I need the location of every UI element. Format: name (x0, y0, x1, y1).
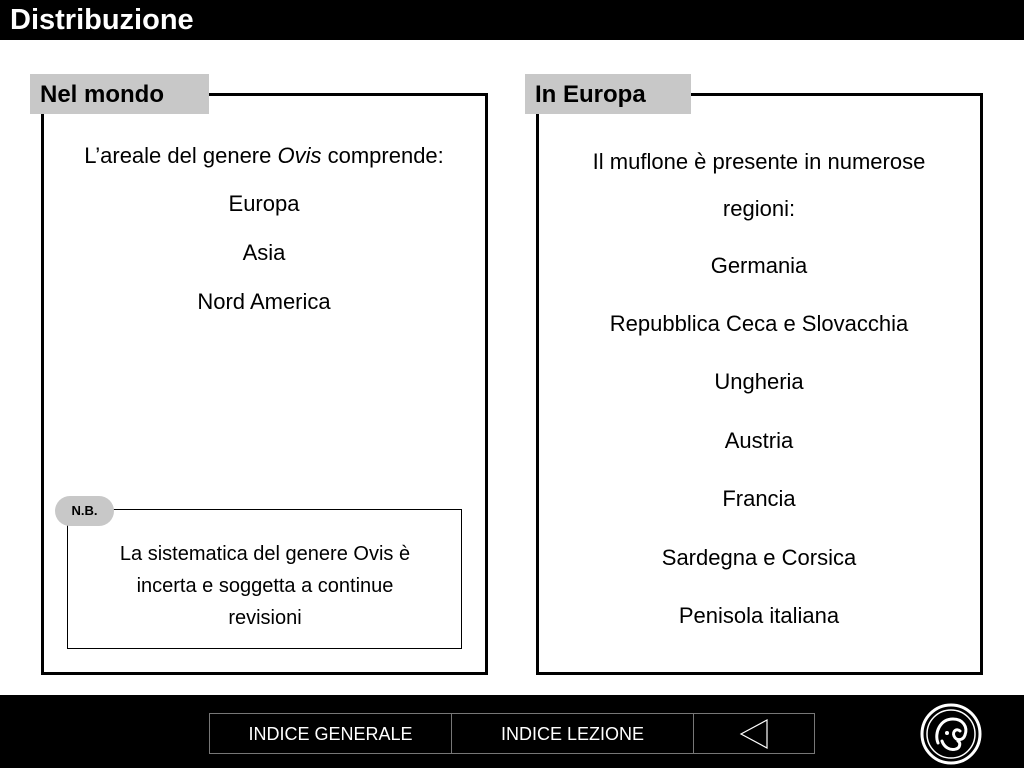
europe-item: Repubblica Ceca e Slovacchia (609, 311, 909, 336)
europe-item: Penisola italiana (678, 603, 840, 628)
world-intro-italic: Ovis (277, 143, 322, 168)
world-item-europa: Europa (228, 191, 300, 216)
world-intro-suffix: comprende: (321, 143, 444, 168)
back-button[interactable] (693, 713, 815, 754)
tab-europe: In Europa (525, 74, 691, 114)
europe-item: Sardegna e Corsica (661, 545, 857, 570)
europe-item: Ungheria (714, 369, 804, 394)
note-line: La sistematica del genere Ovis è (119, 543, 411, 565)
europe-item: Francia (722, 486, 796, 511)
page-title: Distribuzione (10, 4, 194, 36)
ram-logo-icon[interactable] (920, 703, 982, 765)
tab-world: Nel mondo (30, 74, 209, 114)
europe-intro-line: Il muflone è presente in numerose (592, 149, 926, 174)
europe-item: Austria (724, 428, 794, 453)
world-item-asia: Asia (242, 240, 286, 265)
note-line: incerta e soggetta a continue (136, 575, 394, 597)
europe-intro-line: regioni: (722, 196, 796, 221)
title-bar (0, 0, 1024, 40)
world-intro (44, 142, 484, 170)
triangle-left-icon (739, 718, 771, 750)
note-text (80, 538, 450, 634)
nav-lesson-index-button[interactable]: INDICE LEZIONE (451, 713, 694, 754)
world-item-nord-america: Nord America (197, 289, 331, 314)
world-intro-prefix: L’areale del genere (84, 143, 278, 168)
note-badge: N.B. (55, 496, 114, 526)
nav-general-index-button[interactable]: INDICE GENERALE (209, 713, 452, 754)
note-line: revisioni (228, 607, 302, 629)
europe-item: Germania (710, 253, 808, 278)
